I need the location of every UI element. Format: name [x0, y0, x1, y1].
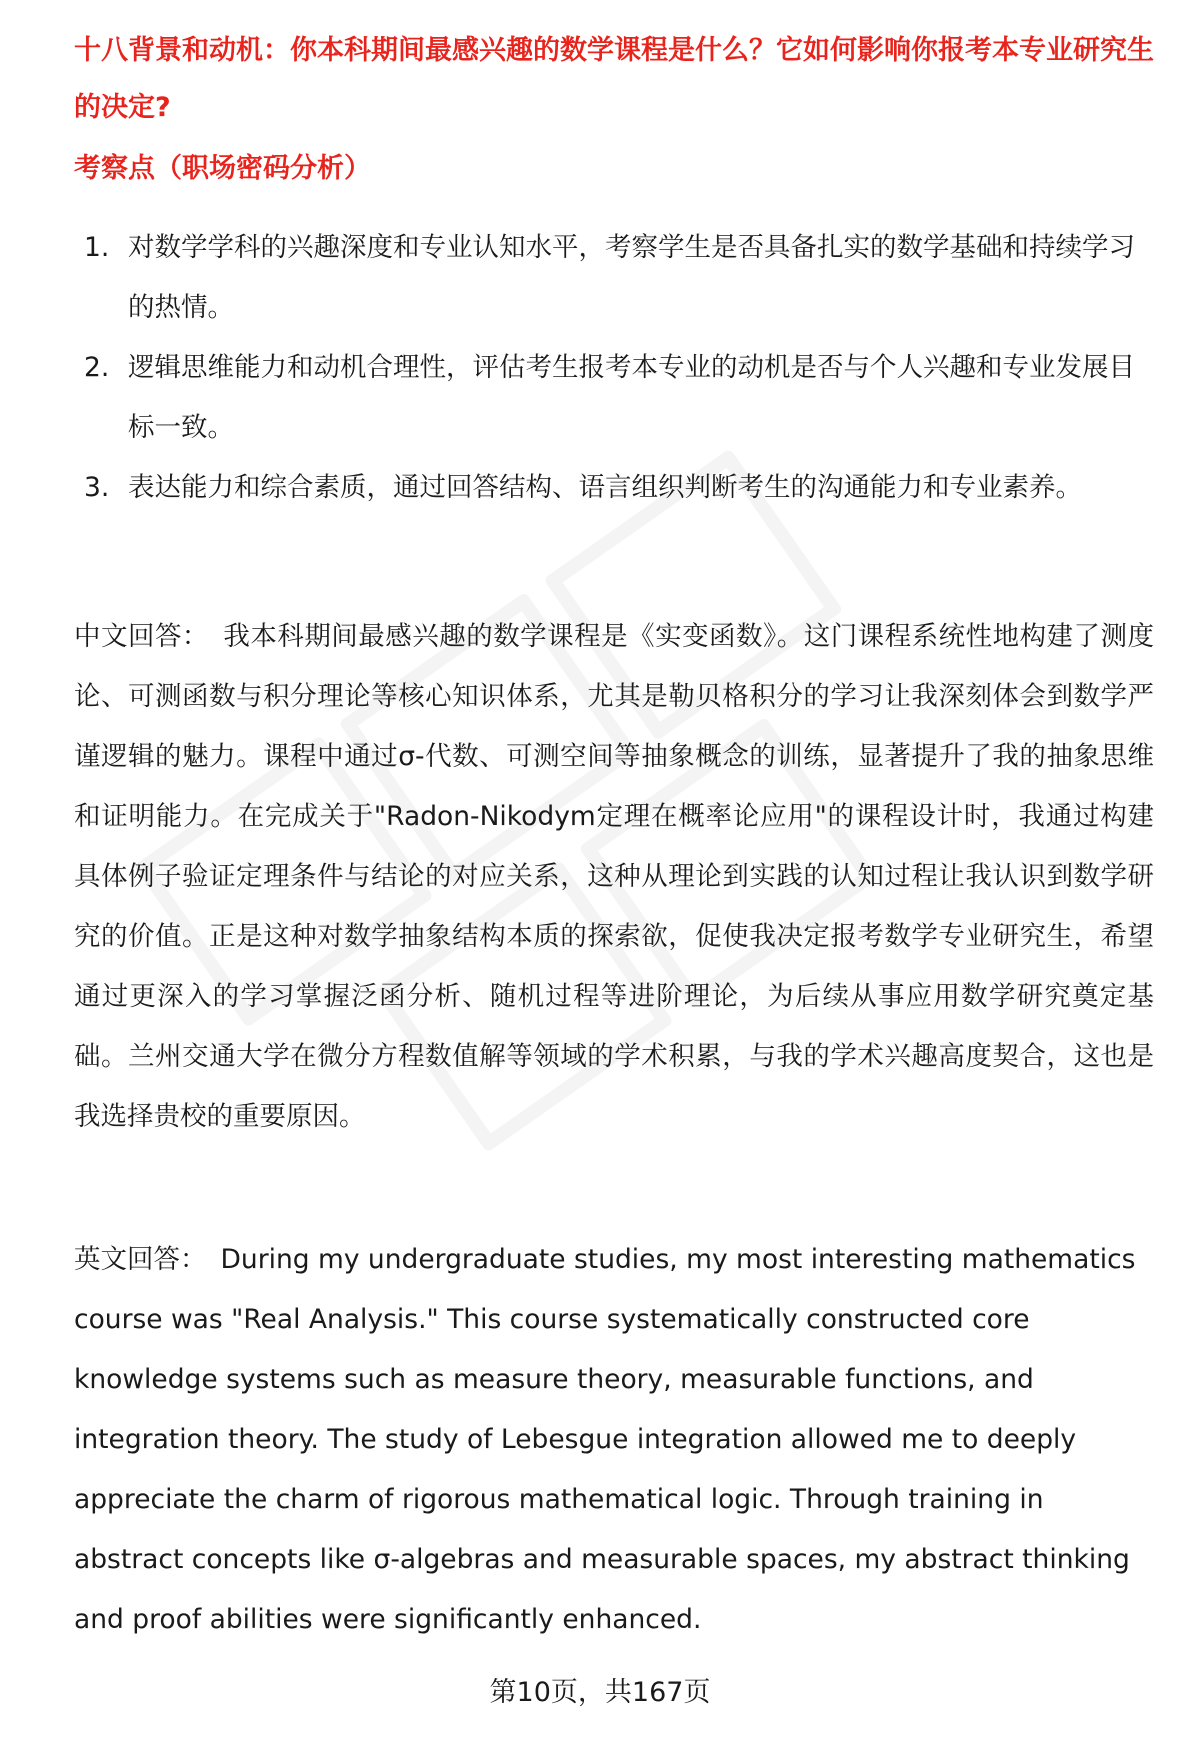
list-item	[74, 458, 1154, 518]
analysis-heading: 考察点（职场密码分析）	[74, 153, 371, 184]
chinese-answer-paragraph	[74, 607, 1154, 1147]
list-item-text: 表达能力和综合素质，通过回答结构、语言组织判断考生的沟通能力和专业素养。	[128, 472, 1082, 503]
page-number-footer: 第10页，共167页	[489, 1677, 711, 1708]
chinese-answer-label: 中文回答：	[74, 621, 209, 652]
list-item	[74, 338, 1154, 458]
question-title: 十八背景和动机：你本科期间最感兴趣的数学课程是什么？它如何影响你报考本专业研究生的决定?	[74, 35, 1154, 123]
list-item-number: 1.	[84, 232, 110, 263]
list-item-number: 2.	[84, 352, 110, 383]
english-answer-label: 英文回答：	[74, 1244, 207, 1275]
chinese-answer-text: 我本科期间最感兴趣的数学课程是《实变函数》。这门课程系统性地构建了测度论、可测函数与积分理论等核心知识体系，尤其是勒贝格积分的学习让我深刻体会到数学严谨逻辑的魅力。课程中通过σ-代数、可测空间等抽象概念的训练，显著提升了我的抽象思维和证明能力。在完成关于"Radon-Nikodym定理在概率论应用"的课程设计时，我通过构建具体例子验证定理条件与结论的对应关系，这种从理论到实践的认知过程让我认识到数学研究的价值。正是这种对数学抽象结构本质的探索欲，促使我决定报考数学专业研究生，希望通过更深入的学习掌握泛函分析、随机过程等进阶理论，为后续从事应用数学研究奠定基础。兰州交通大学在微分方程数值解等领域的学术积累，与我的学术兴趣高度契合，这也是我选择贵校的重要原因。	[74, 621, 1154, 1132]
list-item-text: 对数学学科的兴趣深度和专业认知水平，考察学生是否具备扎实的数学基础和持续学习的热情。	[128, 232, 1135, 323]
english-answer-paragraph	[74, 1230, 1156, 1650]
list-item	[74, 218, 1154, 338]
list-item-number: 3.	[84, 472, 110, 503]
list-item-text: 逻辑思维能力和动机合理性，评估考生报考本专业的动机是否与个人兴趣和专业发展目标一致。	[128, 352, 1135, 443]
english-answer-text: During my undergraduate studies, my most interesting mathematics course was "Real Analysis." This course systematically constructed core knowledge systems such as measure theory, measurable functions, and integration theory. The study of Lebesgue integration allowed me to deeply appreciate the charm of rigorous mathematical logic. Through training in abstract concepts like σ-algebras and measurable spaces, my abstract thinking and proof abilities were significantly enhanced.	[74, 1244, 1136, 1635]
analysis-points-list	[74, 218, 1154, 518]
